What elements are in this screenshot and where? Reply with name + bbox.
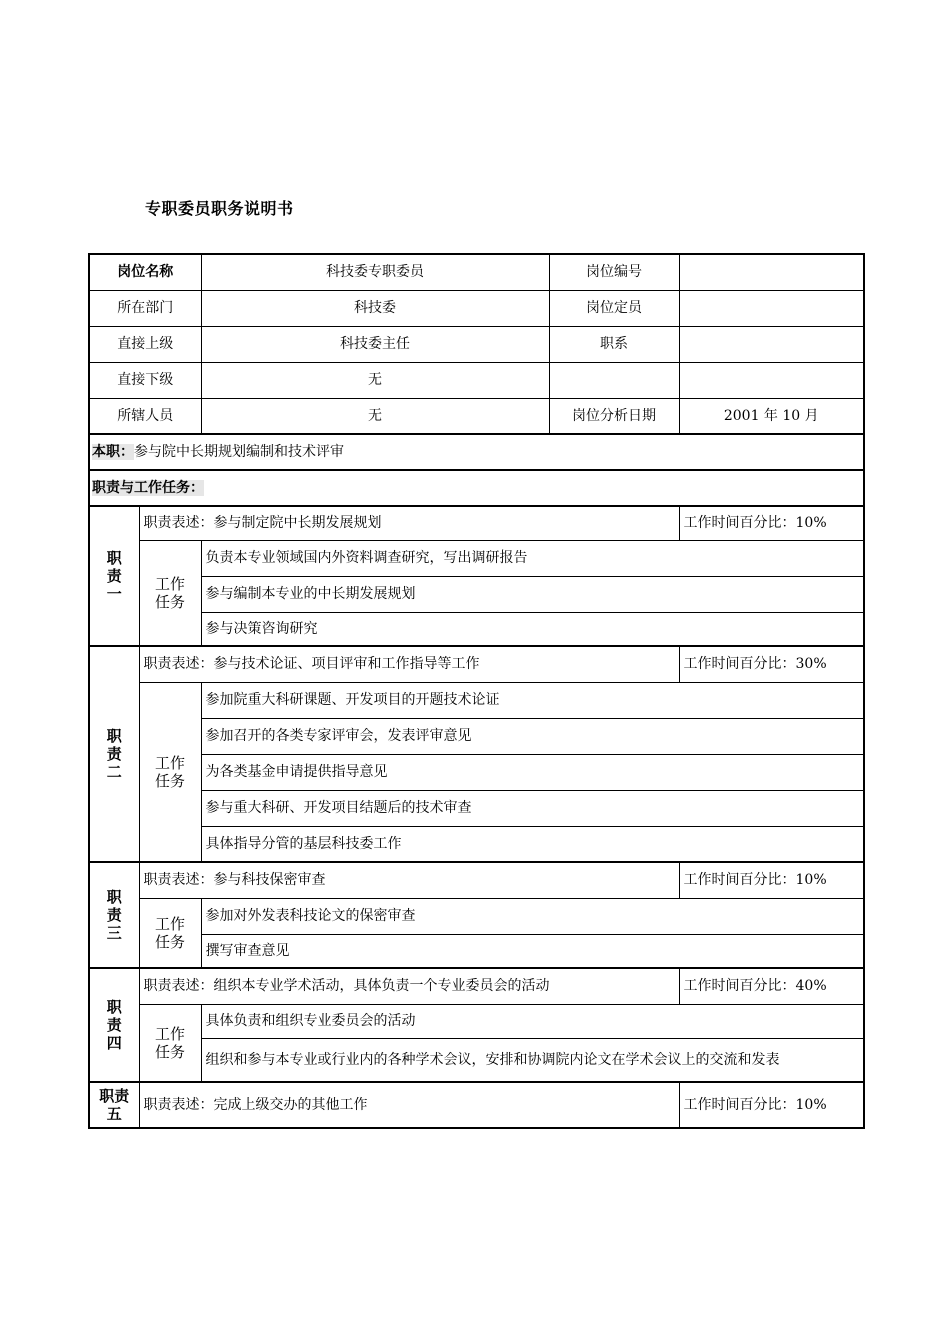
duty-3-pct: 工作时间百分比：10% — [679, 862, 864, 898]
duty-1-desc: 职责表述：参与制定院中长期发展规划 — [139, 506, 679, 540]
duty-2-task-row — [89, 682, 864, 718]
duty-4-desc-row — [89, 968, 864, 1004]
duty-4-task-1: 具体负责和组织专业委员会的活动 — [201, 1004, 864, 1038]
duty-2-task-2: 参加召开的各类专家评审会，发表评审意见 — [201, 718, 864, 754]
header-row-staff — [89, 398, 864, 434]
duty-5-label: 职责 五 — [89, 1082, 139, 1128]
duty-2-task-4: 参与重大科研、开发项目结题后的技术审查 — [201, 790, 864, 826]
duty-2-task-1: 参加院重大科研课题、开发项目的开题技术论证 — [201, 682, 864, 718]
tasks-section-label: 职责与工作任务： — [92, 480, 204, 496]
duty-1-label: 职 责 一 — [89, 506, 139, 646]
duty-3-task-row — [89, 934, 864, 968]
header-row-department — [89, 290, 864, 326]
duty-3-task-1: 参加对外发表科技论文的保密审查 — [201, 898, 864, 934]
value-position-code — [679, 254, 864, 290]
duty-5-pct: 工作时间百分比：10% — [679, 1082, 864, 1128]
duty-2-pct: 工作时间百分比：30% — [679, 646, 864, 682]
duty-3-task-2: 撰写审查意见 — [201, 934, 864, 968]
duty-5-desc-row — [89, 1082, 864, 1128]
header-row-subordinate — [89, 362, 864, 398]
duty-2-task-row — [89, 718, 864, 754]
duty-3-task-row — [89, 898, 864, 934]
value-staff: 无 — [201, 398, 549, 434]
label-department: 所在部门 — [89, 290, 201, 326]
duty-1-task-1: 负责本专业领域国内外资料调查研究，写出调研报告 — [201, 540, 864, 576]
main-duty — [89, 434, 864, 470]
label-headcount: 岗位定员 — [549, 290, 679, 326]
main-duty-label: 本职： — [92, 444, 134, 460]
duty-2-desc: 职责表述：参与技术论证、项目评审和工作指导等工作 — [139, 646, 679, 682]
duty-2-task-row — [89, 826, 864, 862]
label-direct-subordinate: 直接下级 — [89, 362, 201, 398]
value-job-family — [679, 326, 864, 362]
value-department: 科技委 — [201, 290, 549, 326]
tasks-section-row — [89, 470, 864, 506]
value-direct-superior: 科技委主任 — [201, 326, 549, 362]
duty-1-task-row — [89, 612, 864, 646]
value-headcount — [679, 290, 864, 326]
duty-4-label: 职 责 四 — [89, 968, 139, 1082]
label-empty — [549, 362, 679, 398]
duty-4-desc: 职责表述：组织本专业学术活动，具体负责一个专业委员会的活动 — [139, 968, 679, 1004]
duty-2-task-row — [89, 790, 864, 826]
label-position-code: 岗位编号 — [549, 254, 679, 290]
duty-5-desc: 职责表述：完成上级交办的其他工作 — [139, 1082, 679, 1128]
label-staff: 所辖人员 — [89, 398, 201, 434]
duty-2-task-3: 为各类基金申请提供指导意见 — [201, 754, 864, 790]
label-job-family: 职系 — [549, 326, 679, 362]
value-direct-subordinate: 无 — [201, 362, 549, 398]
document-title: 专职委员职务说明书 — [145, 199, 294, 218]
duty-1-task-2: 参与编制本专业的中长期发展规划 — [201, 576, 864, 612]
header-row-position-name — [89, 254, 864, 290]
duty-2-label: 职 责 二 — [89, 646, 139, 862]
duty-1-pct: 工作时间百分比：10% — [679, 506, 864, 540]
duty-4-task-row — [89, 1004, 864, 1038]
main-duty-row — [89, 434, 864, 470]
header-row-superior — [89, 326, 864, 362]
duty-3-desc: 职责表述：参与科技保密审查 — [139, 862, 679, 898]
duty-1-task-label: 工作 任务 — [139, 540, 201, 646]
duty-3-desc-row — [89, 862, 864, 898]
label-position-name: 岗位名称 — [89, 254, 201, 290]
value-empty — [679, 362, 864, 398]
duty-3-label: 职 责 三 — [89, 862, 139, 968]
main-duty-text: 参与院中长期规划编制和技术评审 — [134, 444, 344, 460]
duty-2-task-label: 工作 任务 — [139, 682, 201, 862]
duty-4-task-2: 组织和参与本专业或行业内的各种学术会议，安排和协调院内论文在学术会议上的交流和发表 — [201, 1038, 864, 1082]
duty-1-task-3: 参与决策咨询研究 — [201, 612, 864, 646]
duty-4-pct: 工作时间百分比：40% — [679, 968, 864, 1004]
value-position-name: 科技委专职委员 — [201, 254, 549, 290]
duty-4-task-row — [89, 1038, 864, 1082]
label-direct-superior: 直接上级 — [89, 326, 201, 362]
job-description-table — [88, 253, 865, 1129]
label-analysis-date: 岗位分析日期 — [549, 398, 679, 434]
duty-1-task-row — [89, 576, 864, 612]
duty-1-desc-row — [89, 506, 864, 540]
value-analysis-date: 2001 年 10 月 — [679, 398, 864, 434]
duty-2-task-row — [89, 754, 864, 790]
duty-3-task-label: 工作 任务 — [139, 898, 201, 968]
duty-4-task-label: 工作 任务 — [139, 1004, 201, 1082]
duty-1-task-row — [89, 540, 864, 576]
tasks-section — [89, 470, 864, 506]
duty-2-desc-row — [89, 646, 864, 682]
duty-2-task-5: 具体指导分管的基层科技委工作 — [201, 826, 864, 862]
